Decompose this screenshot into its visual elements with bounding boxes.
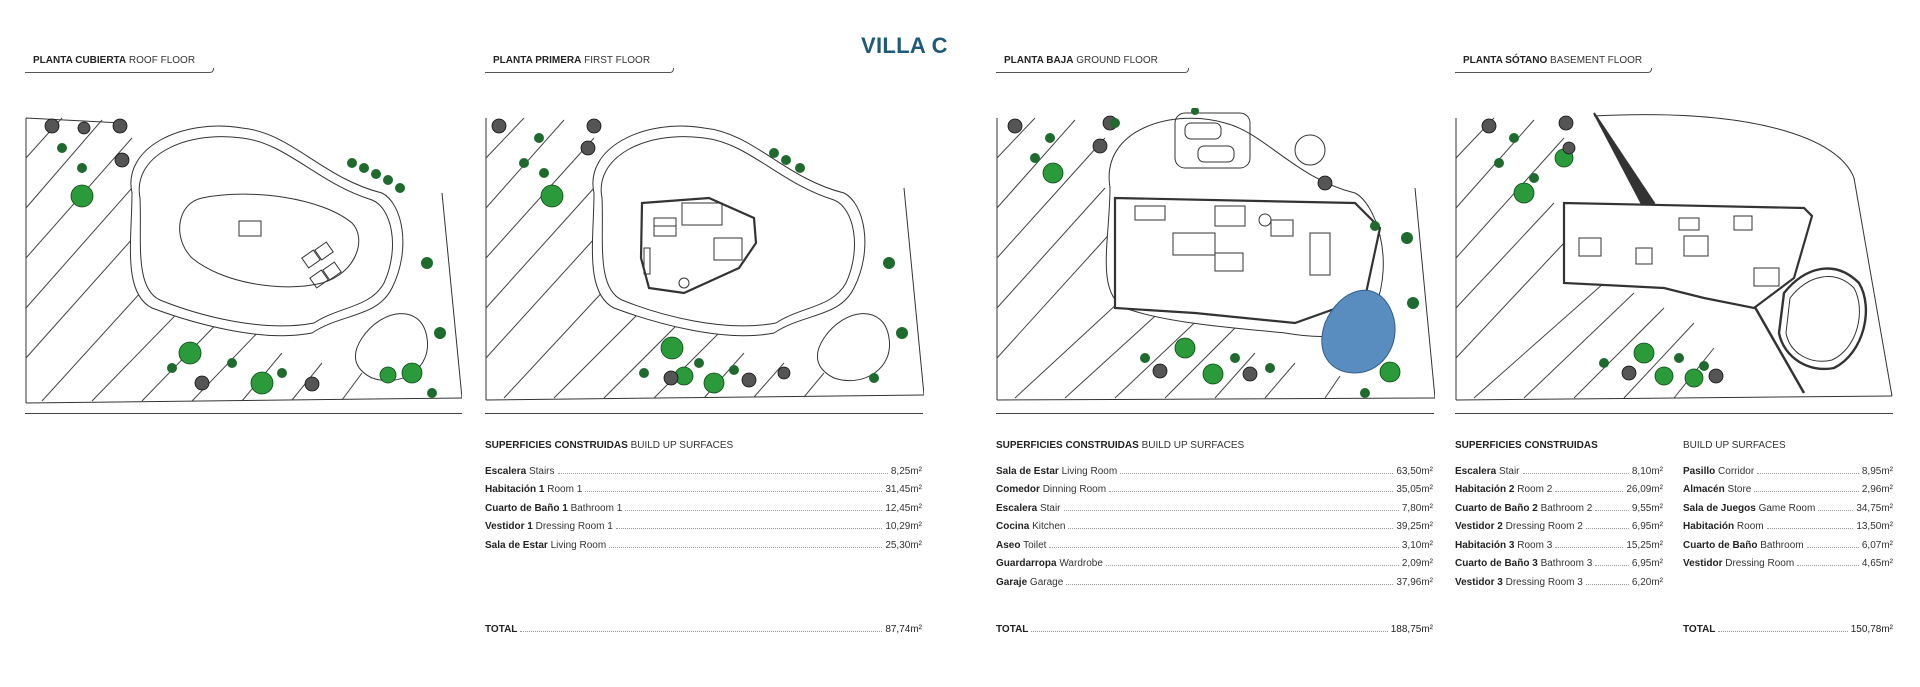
floor-label-ground: PLANTA BAJA GROUND FLOOR xyxy=(1004,55,1158,66)
first-floor-surfaces xyxy=(485,440,922,551)
surface-row: Habitación 1 Room 1 31,45m² xyxy=(485,484,922,495)
surface-row: Vestidor 1 Dressing Room 1 10,29m² xyxy=(485,521,922,532)
surfaces-header: SUPERFICIES CONSTRUIDAS BUILD UP SURFACES xyxy=(485,440,734,451)
surface-row: Habitación 2 Room 2 26,09m² xyxy=(1455,484,1663,495)
surface-row: Cuarto de Baño 1 Bathroom 1 12,45m² xyxy=(485,502,922,514)
surface-row: Habitación 3 Room 3 15,25m² xyxy=(1455,539,1663,551)
section-divider xyxy=(1455,413,1893,414)
surface-row: Sala de Juegos Game Room 34,75m² xyxy=(1683,502,1893,514)
surface-row: Aseo Toilet 3,10m² xyxy=(996,539,1433,551)
surface-row: Cuarto de Baño 3 Bathroom 3 6,95m² xyxy=(1455,558,1663,569)
surface-row: Escalera Stair 8,10m² xyxy=(1455,465,1663,477)
surface-row: Almacén Store 2,96m² xyxy=(1683,484,1893,495)
roof-floor-plan xyxy=(22,108,462,413)
floor-label-roof: PLANTA CUBIERTA ROOF FLOOR xyxy=(33,55,196,66)
surface-row: Cuarto de Baño 2 Bathroom 2 9,55m² xyxy=(1455,502,1663,514)
surface-row: Sala de Estar Living Room 63,50m² xyxy=(996,465,1433,477)
ground-floor-surfaces xyxy=(996,440,1433,588)
surfaces-header: SUPERFICIES CONSTRUIDAS BUILD UP SURFACES xyxy=(996,440,1245,451)
surface-row: Vestidor 2 Dressing Room 2 6,95m² xyxy=(1455,521,1663,532)
page-title: VILLA C xyxy=(861,33,948,58)
surface-row: Pasillo Corridor 8,95m² xyxy=(1683,465,1893,477)
floor-label-basement: PLANTA SÓTANO BASEMENT FLOOR xyxy=(1463,55,1643,66)
surface-row: Guardarropa Wardrobe 2,09m² xyxy=(996,558,1433,569)
surface-row: Vestidor Dressing Room 4,65m² xyxy=(1683,558,1893,569)
surface-row: Escalera Stairs 8,25m² xyxy=(485,465,922,477)
surface-row: Sala de Estar Living Room 25,30m² xyxy=(485,539,922,551)
first-floor-plan xyxy=(484,108,924,413)
ground-floor-plan xyxy=(995,108,1435,413)
surfaces-header: BUILD UP SURFACES xyxy=(1683,440,1786,451)
basement-surfaces-left xyxy=(1455,440,1663,588)
floor-label-first: PLANTA PRIMERA FIRST FLOOR xyxy=(493,55,651,66)
basement-floor-plan xyxy=(1454,108,1894,413)
section-divider xyxy=(25,413,462,414)
surface-row: Escalera Stair 7,80m² xyxy=(996,502,1433,514)
basement-total: TOTAL 150,78m² xyxy=(1683,624,1893,635)
section-divider xyxy=(485,413,923,414)
surface-row: Cocina Kitchen 39,25m² xyxy=(996,521,1433,532)
surfaces-header: SUPERFICIES CONSTRUIDAS xyxy=(1455,440,1598,451)
surface-row: Habitación Room 13,50m² xyxy=(1683,521,1893,532)
floor-underline xyxy=(485,68,674,73)
first-floor-total: TOTAL 87,74m² xyxy=(485,624,922,635)
basement-surfaces-right xyxy=(1683,440,1893,569)
surface-row: Garaje Garage 37,96m² xyxy=(996,576,1433,588)
surface-row: Cuarto de Baño Bathroom 6,07m² xyxy=(1683,539,1893,551)
ground-floor-total: TOTAL 188,75m² xyxy=(996,624,1433,635)
surface-row: Vestidor 3 Dressing Room 3 6,20m² xyxy=(1455,576,1663,588)
floor-underline xyxy=(996,68,1189,73)
floor-underline xyxy=(1455,68,1652,73)
section-divider xyxy=(996,413,1434,414)
floor-underline xyxy=(25,68,214,73)
surface-row: Comedor Dinning Room 35,05m² xyxy=(996,484,1433,495)
